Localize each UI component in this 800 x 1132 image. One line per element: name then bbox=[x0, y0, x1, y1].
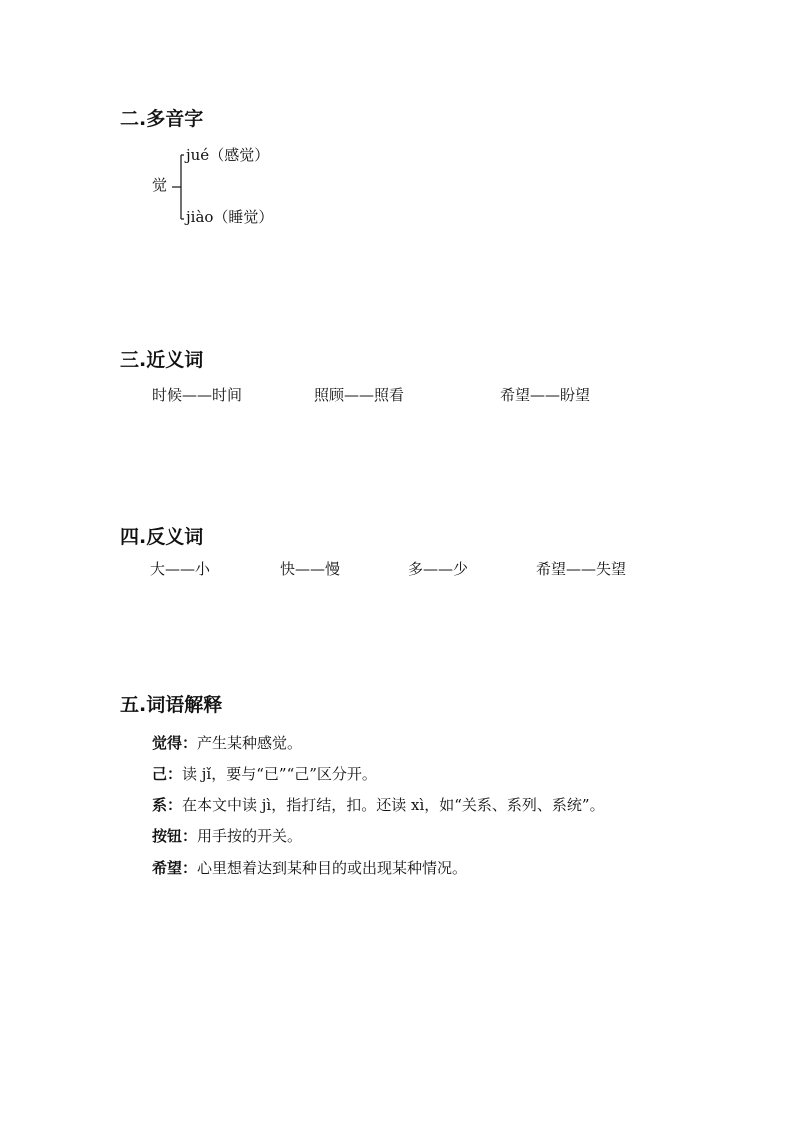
definition-text: 在本文中读 jì，指打结，扣。还读 xì，如“关系、系列、系统”。 bbox=[182, 796, 605, 814]
definition-item bbox=[152, 795, 605, 815]
section-title-definitions: 五.词语解释 bbox=[120, 694, 223, 716]
example-word: （感觉） bbox=[209, 146, 270, 164]
brace-icon bbox=[168, 150, 184, 224]
definition-text: 产生某种感觉。 bbox=[197, 734, 303, 752]
synonym-pair: 照顾——照看 bbox=[314, 386, 405, 404]
antonym-pair: 多——少 bbox=[408, 560, 469, 578]
antonym-pair: 大——小 bbox=[150, 560, 211, 578]
definition-item bbox=[152, 764, 377, 784]
definition-term: 觉得： bbox=[152, 734, 198, 752]
section-title-polyphone: 二.多音字 bbox=[120, 108, 204, 130]
definition-text: 用手按的开关。 bbox=[197, 827, 303, 845]
polyphone-character: 觉 bbox=[152, 176, 168, 194]
section-title-antonyms: 四.反义词 bbox=[120, 526, 204, 548]
synonym-pair: 希望——盼望 bbox=[500, 386, 591, 404]
definition-item bbox=[152, 826, 302, 846]
definition-text: 读 jǐ，要与“已”“己”区分开。 bbox=[182, 765, 377, 783]
synonym-pair: 时候——时间 bbox=[152, 386, 243, 404]
polyphone-reading-1 bbox=[186, 145, 269, 165]
polyphone-reading-2 bbox=[186, 207, 273, 227]
definition-item bbox=[152, 733, 302, 753]
definition-term: 希望： bbox=[152, 859, 198, 877]
definition-term: 己： bbox=[152, 765, 183, 783]
pinyin: jiào bbox=[186, 208, 214, 226]
definition-text: 心里想着达到某种目的或出现某种情况。 bbox=[197, 859, 468, 877]
antonym-pair: 希望——失望 bbox=[536, 560, 627, 578]
example-word: （睡觉） bbox=[213, 208, 274, 226]
antonym-pair: 快——慢 bbox=[280, 560, 341, 578]
pinyin: jué bbox=[186, 146, 210, 164]
definition-term: 按钮： bbox=[152, 827, 198, 845]
definition-item bbox=[152, 858, 467, 878]
section-title-synonyms: 三.近义词 bbox=[120, 349, 204, 371]
definition-term: 系： bbox=[152, 796, 183, 814]
